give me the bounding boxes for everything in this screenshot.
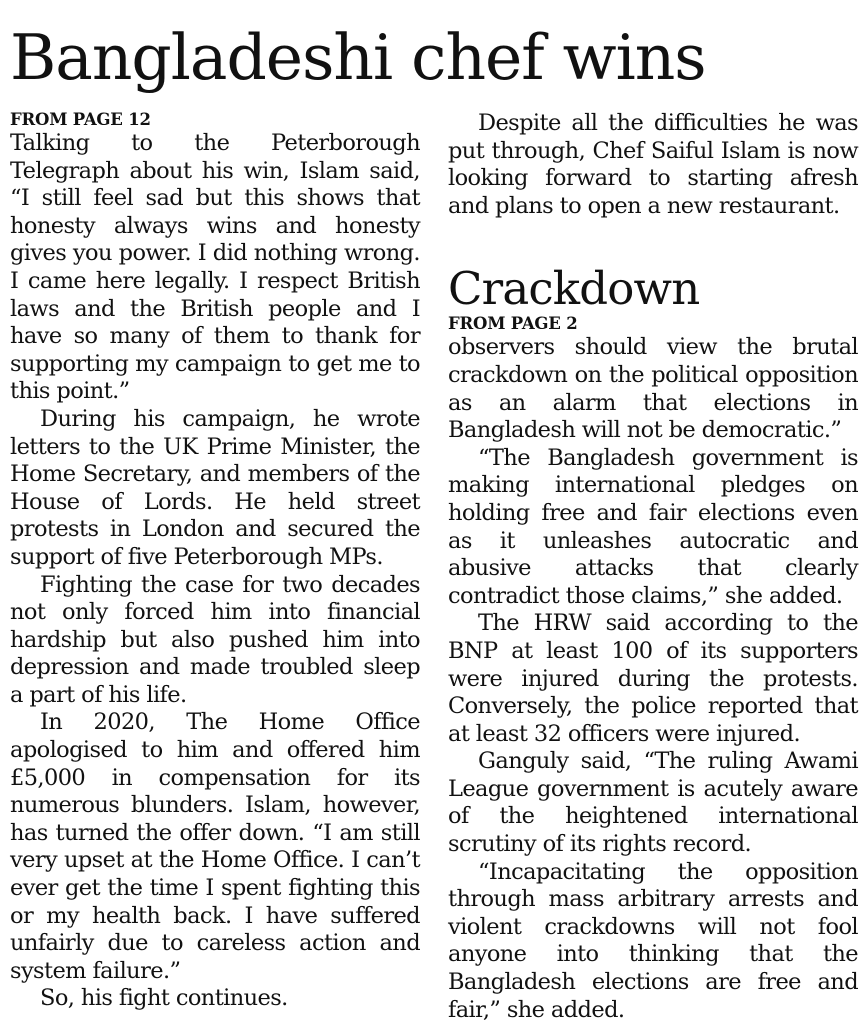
- main-headline: Bangladeshi chef wins: [10, 21, 706, 94]
- main-article-paragraph-2: During his campaign, he wrote letters to the UK Prime Minister, the Home Secretary, and members of the House of Lords. He held street protests in London and secured the support of five Peterborough MPs.: [10, 405, 420, 570]
- second-article-kicker: FROM PAGE 2: [448, 314, 578, 334]
- second-article-paragraph-4: Ganguly said, “The ruling Awami League government is acutely aware of the heightened international scrutiny of its rights record.: [448, 748, 858, 858]
- second-article-headline: Crackdown: [448, 262, 700, 316]
- second-article-paragraph-2: “The Bangladesh government is making international pledges on holding free and fair elections even as it unleashes autocratic and abusive attacks that clearly contradict those claims,” she added.: [448, 444, 858, 609]
- main-article-paragraph-4: In 2020, The Home Office apologised to him and offered him £5,000 in compensation for its numerous blunders. Islam, however, has turned the offer down. “I am still very upset at the Home Office. I can’t ever get the time I spent fighting this or my health back. I have suffered unfairly due to careless action and system failure.”: [10, 709, 420, 984]
- main-article-paragraph-1: Talking to the Peterborough Telegraph about his win, Islam said, “I still feel sad but this shows that honesty always wins and honesty gives you power. I did nothing wrong. I came here legally. I respect British laws and the British people and I have so many of them to thank for supporting my campaign to get me to this point.”: [10, 130, 420, 405]
- main-article-paragraph-6: Despite all the difficulties he was put through, Chef Saiful Islam is now looking forward to starting afresh and plans to open a new restaurant.: [448, 110, 858, 219]
- second-article-paragraph-3: The HRW said according to the BNP at least 100 of its supporters were injured during the protests. Conversely, the police reported that at least 32 officers were injured.: [448, 610, 858, 747]
- main-article-kicker: FROM PAGE 12: [10, 110, 151, 129]
- left-column: [10, 110, 420, 1013]
- second-article-paragraph-1: observers should view the brutal crackdown on the political opposition as an alarm that elections in Bangladesh will not be democratic.”: [448, 334, 858, 444]
- second-article-paragraph-5: “Incapacitating the opposition through mass arbitrary arrests and violent crackdowns will not fool anyone into thinking that the Bangladesh elections are free and fair,” she added.: [448, 858, 858, 1023]
- right-column: [448, 110, 858, 1024]
- main-article-paragraph-3: Fighting the case for two decades not only forced him into financial hardship but also pushed him into depression and made troubled sleep a part of his life.: [10, 571, 420, 708]
- main-article-paragraph-5: So, his fight continues.: [40, 985, 288, 1012]
